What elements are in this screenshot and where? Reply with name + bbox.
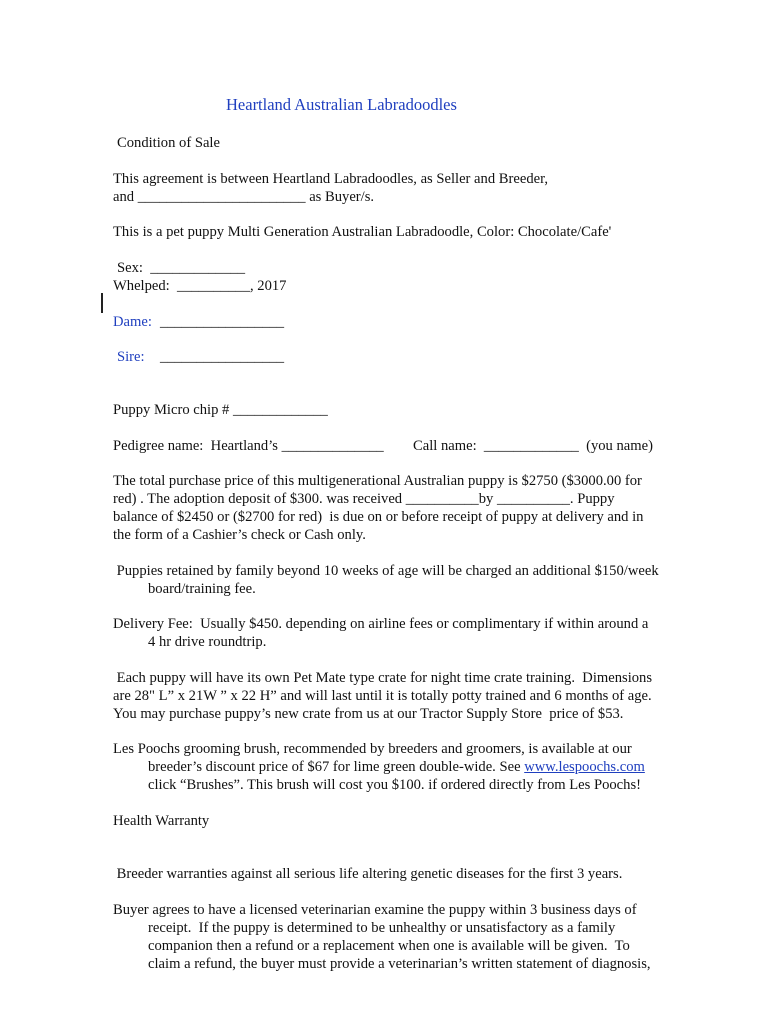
- warranty-text: Breeder warranties against all serious life altering genetic diseases for the first 3 years.: [113, 866, 623, 882]
- health-warranty-heading: Health Warranty: [113, 813, 210, 829]
- dame-label: Dame:: [113, 314, 152, 330]
- sire-label: Sire:: [117, 349, 145, 365]
- retained-line-2: board/training fee.: [148, 581, 256, 597]
- crate-line-3: You may purchase puppy’s new crate from us at our Tractor Supply Store price of $53.: [113, 706, 624, 722]
- callname-field: Call name: _____________ (you name): [413, 438, 653, 454]
- lespoochs-link[interactable]: www.lespoochs.com: [524, 759, 645, 775]
- whelped-field: Whelped: __________, 2017: [113, 278, 287, 294]
- agreement-line-2: and _______________________ as Buyer/s.: [113, 189, 375, 205]
- delivery-line-1: Delivery Fee: Usually $450. depending on airline fees or complimentary if within around a: [113, 616, 649, 632]
- sex-field: Sex: _____________: [117, 260, 246, 276]
- pet-description: This is a pet puppy Multi Generation Australian Labradoodle, Color: Chocolate/Cafe': [113, 224, 612, 240]
- brush-line-3: click “Brushes”. This brush will cost you $100. if ordered directly from Les Poochs!: [148, 777, 641, 793]
- pedigree-field: Pedigree name: Heartland’s ______________: [113, 438, 384, 454]
- brush-line-1: Les Poochs grooming brush, recommended by breeders and groomers, is available at our: [113, 741, 632, 757]
- brush-line-2-text: breeder’s discount price of $67 for lime green double-wide. See: [148, 759, 525, 775]
- price-line-4: the form of a Cashier’s check or Cash only.: [113, 527, 366, 543]
- microchip-field: Puppy Micro chip # _____________: [113, 402, 328, 418]
- retained-line-1: Puppies retained by family beyond 10 weeks of age will be charged an additional $150/week: [113, 563, 659, 579]
- crate-line-2: are 28" L” x 21W ” x 22 H” and will last until it is totally potty trained and 6 months of age.: [113, 688, 652, 704]
- price-line-3: balance of $2450 or ($2700 for red) is due on or before receipt of puppy at delivery and in: [113, 509, 644, 525]
- price-line-2: red) . The adoption deposit of $300. was received __________by __________. Puppy: [113, 491, 615, 507]
- sire-blank: _________________: [160, 349, 285, 365]
- buyer-line-1: Buyer agrees to have a licensed veterinarian examine the puppy within 3 business days of: [113, 902, 637, 918]
- brush-line-2: [148, 758, 645, 776]
- dame-blank: _________________: [160, 314, 285, 330]
- condition-heading: Condition of Sale: [117, 135, 220, 151]
- agreement-line-1: This agreement is between Heartland Labradoodles, as Seller and Breeder,: [113, 171, 549, 187]
- delivery-line-2: 4 hr drive roundtrip.: [148, 634, 267, 650]
- crate-line-1: Each puppy will have its own Pet Mate type crate for night time crate training. Dimensions: [113, 670, 653, 686]
- price-line-1: The total purchase price of this multigenerational Australian puppy is $2750 ($3000.00 for: [113, 473, 642, 489]
- document-title: Heartland Australian Labradoodles: [226, 95, 457, 114]
- buyer-line-4: claim a refund, the buyer must provide a veterinarian’s written statement of diagnosis,: [148, 956, 651, 972]
- buyer-line-2: receipt. If the puppy is determined to be unhealthy or unsatisfactory as a family: [148, 920, 616, 936]
- buyer-line-3: companion then a refund or a replacement when one is available will be given. To: [148, 938, 630, 954]
- text-cursor: [101, 293, 103, 313]
